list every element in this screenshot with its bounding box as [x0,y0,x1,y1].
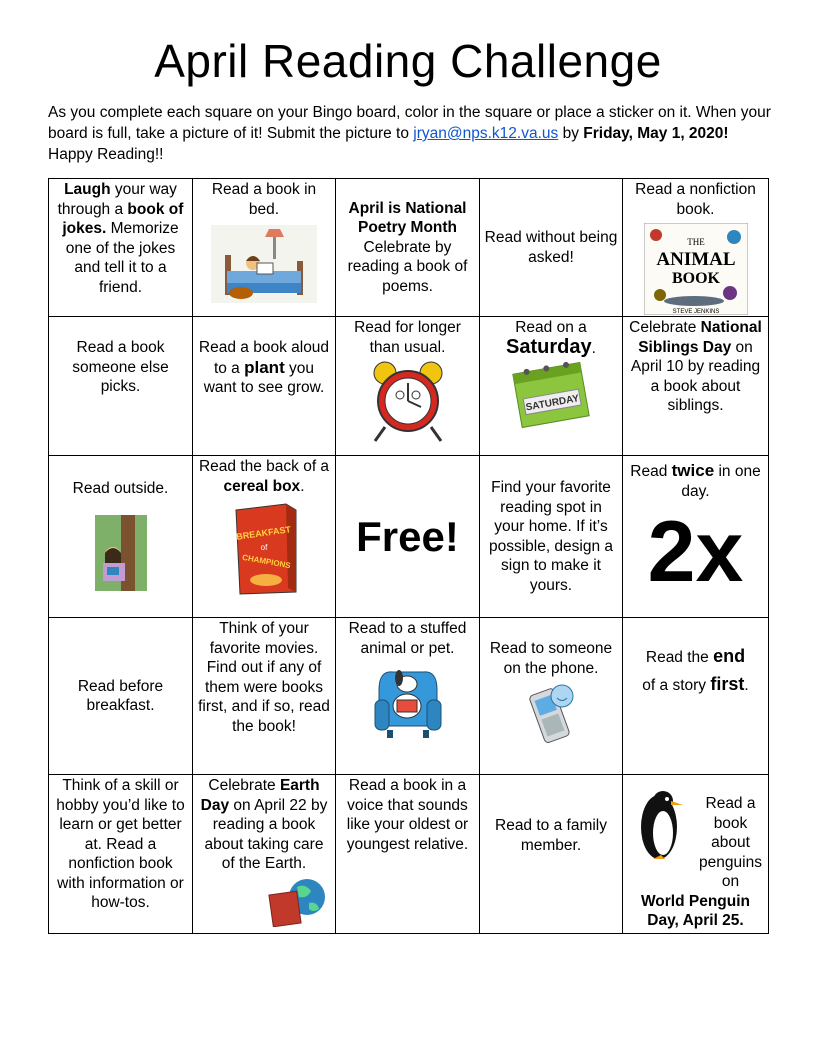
cereal-label-2: of [260,543,268,552]
calendar-icon [509,360,593,430]
square-jokes[interactable]: Laugh your way through a book of jokes. Memorize one of the jokes and tell it to a friend. [49,179,193,317]
square-end-first[interactable]: Read the end of a story first. [623,618,769,775]
bingo-board [48,178,769,934]
square-nonfiction[interactable]: Read a nonfiction book. THE ANIMAL BOOK STEVE JENKINS [623,179,769,317]
alarm-clock-icon [365,359,451,443]
book-title-animal: ANIMAL [655,249,736,270]
square-earth-day[interactable]: Celebrate Earth Day on April 22 by reading a book about taking care of the Earth. [193,775,336,934]
square-siblings[interactable]: Celebrate National Siblings Day on April 10 by reading a book about siblings. [623,317,769,456]
earth-book-icon [267,873,327,927]
intro-closing: Happy Reading!! [48,146,164,163]
dog-in-chair-icon [373,660,443,740]
square-stuffed-animal[interactable]: Read to a stuffed animal or pet. [336,618,480,775]
book-title-the: THE [686,237,705,247]
book-title-book: BOOK [671,270,720,287]
square-reading-spot[interactable]: Find your favorite reading spot in your home. If it’s possible, design a sign to make it yours. [480,456,623,618]
reading-outside-icon [95,515,147,591]
calendar-label: SATURDAY [524,393,580,414]
square-poetry[interactable]: April is National Poetry Month Celebrate by reading a book of poems. [336,179,480,317]
email-link[interactable]: jryan@nps.k12.va.us [413,125,559,142]
square-phone[interactable]: Read to someone on the phone. [480,618,623,775]
square-penguins[interactable]: Read a book about penguins on World Penguin Day, April 25. [623,775,769,934]
square-before-breakfast[interactable]: Read before breakfast. [49,618,193,775]
square-plant[interactable]: Read a book aloud to a plant you want to see grow. [193,317,336,456]
square-bed[interactable]: Read a book in bed. [193,179,336,317]
square-saturday[interactable]: Read on a Saturday. SATURDAY [480,317,623,456]
square-without-asked[interactable]: Read without being asked! [480,179,623,317]
book-author: STEVE JENKINS [672,309,719,315]
square-longer[interactable]: Read for longer than usual. [336,317,480,456]
square-outside[interactable]: Read outside. [49,456,193,618]
deadline: Friday, May 1, 2020! [583,125,729,142]
cereal-box-icon [226,500,302,596]
square-voice[interactable]: Read a book in a voice that sounds like your oldest or youngest relative. [336,775,480,934]
square-family[interactable]: Read to a family member. [480,775,623,934]
square-movies[interactable]: Think of your favorite movies. Find out if any of them were books first, and if so, read the book! [193,618,336,775]
phone-icon [524,680,578,748]
square-twice[interactable]: Read twice in one day. 2x [623,456,769,618]
cereal-label-3: CHAMPIONS [241,552,292,571]
square-cereal[interactable]: Read the back of a cereal box. BREAKFAST of CHAMPIONS [193,456,336,618]
animal-book-icon [644,223,748,315]
page-title: April Reading Challenge [154,35,662,87]
square-skill-hobby[interactable]: Think of a skill or hobby you’d like to learn or get better at. Read a nonfiction book with information or how-tos. [49,775,193,934]
penguin-icon [635,783,687,863]
square-someone-picks[interactable]: Read a book someone else picks. [49,317,193,456]
intro-text: As you complete each square on your Bingo board, color in the square or place a sticker on it. When your board is full, take a picture of it! Submit the picture to [48,104,771,142]
intro-paragraph [48,102,773,165]
twice-2x: 2x [647,504,744,600]
intro-text-by: by [558,125,584,142]
cereal-label-1: BREAKFAST [235,524,292,542]
square-free[interactable]: Free! [336,456,480,618]
reading-in-bed-icon [211,225,317,303]
